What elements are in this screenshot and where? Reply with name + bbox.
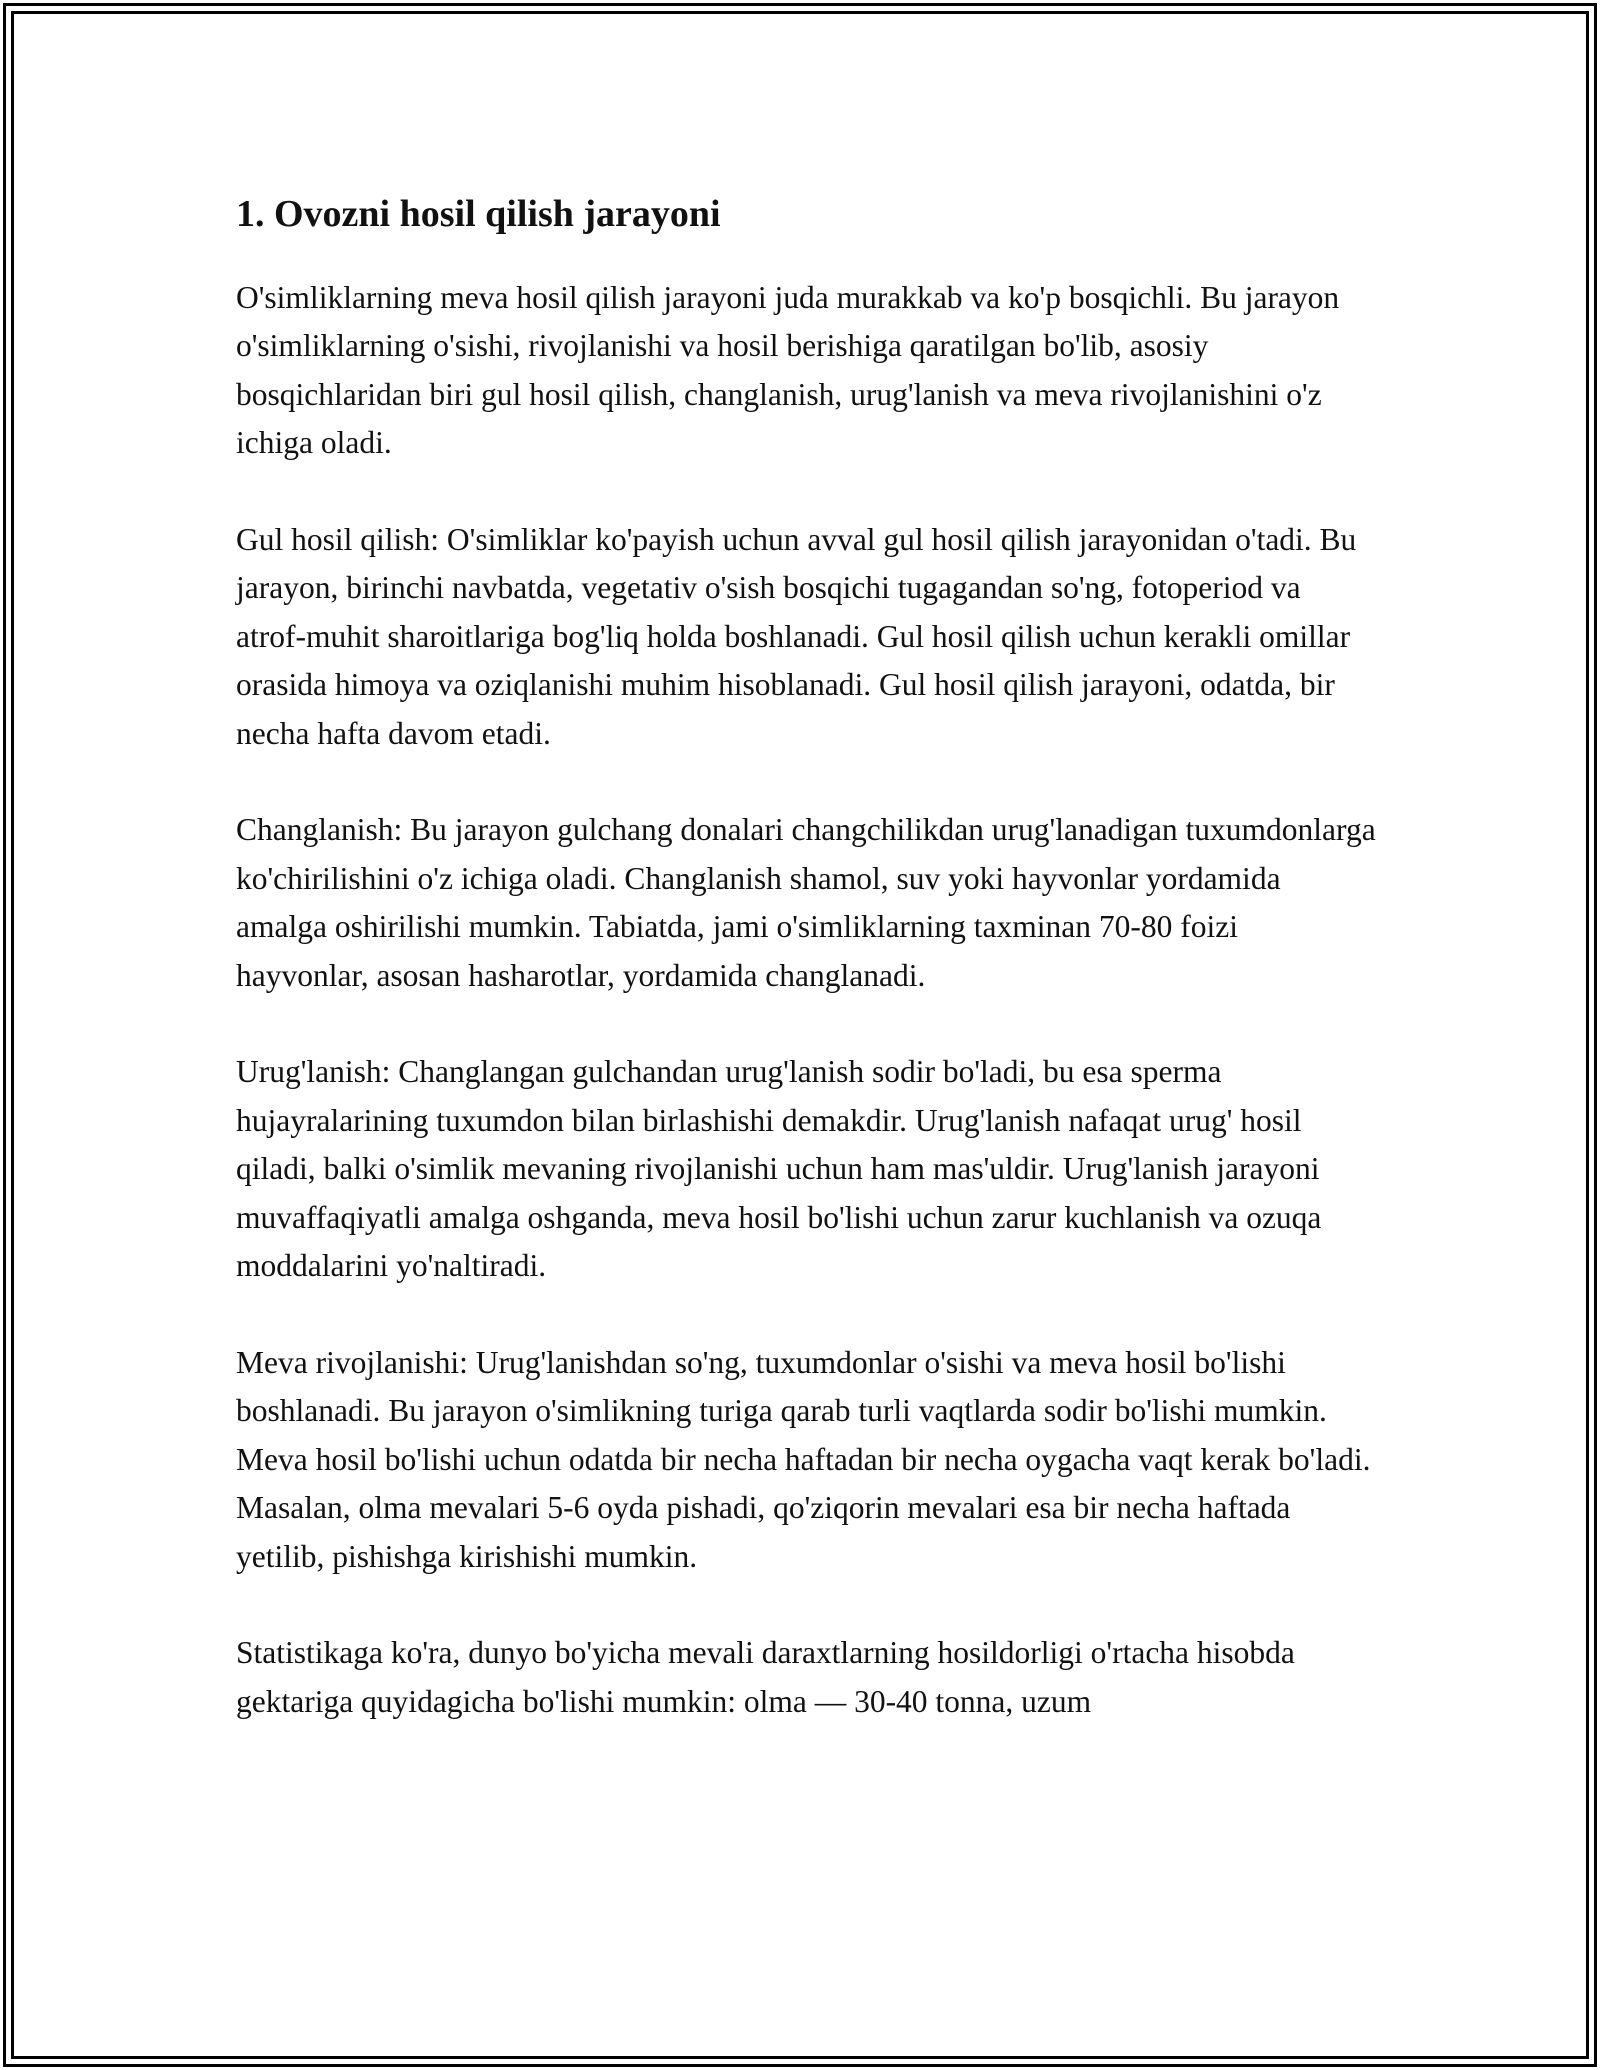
- paragraph-fertilization: Urug'lanish: Changlangan gulchandan urug'lanish sodir bo'ladi, bu esa sperma hujayralarining tuxumdon bilan birlashishi demakdir. Urug'lanish nafaqat urug' hosil qiladi, balki o'simlik mevaning rivojlanishi uchun ham mas'uldir. Urug'lanish jarayoni muvaffaqiyatli amalga oshganda, meva hosil bo'lishi uchun zarur kuchlanish va ozuqa moddalarini yo'naltiradi.: [236, 1054, 1322, 1284]
- document-page: [236, 186, 1376, 1775]
- paragraph-flower-formation: Gul hosil qilish: O'simliklar ko'payish uchun avval gul hosil qilish jarayonidan o'tadi. Bu jarayon, birinchi navbatda, vegetativ o'sish bosqichi tugagandan so'ng, fotoperiod va atrof-muhit sharoitlariga bog'liq holda boshlanadi. Gul hosil qilish uchun kerakli omillar orasida himoya va oziqlanishi muhim hisoblanadi. Gul hosil qilish jarayoni, odatda, bir necha hafta davom etadi.: [236, 522, 1357, 751]
- section-heading: 1. Ovozni hosil qilish jarayoni: [236, 193, 721, 235]
- paragraph-pollination: Changlanish: Bu jarayon gulchang donalari changchilikdan urug'lanadigan tuxumdonlarga ko'chirilishini o'z ichiga oladi. Changlanish shamol, suv yoki hayvonlar yordamida amalga oshirilishi mumkin. Tabiatda, jami o'simliklarning taxminan 70-80 foizi hayvonlar, asosan hasharotlar, yordamida changlanadi.: [236, 812, 1376, 993]
- paragraph-intro: O'simliklarning meva hosil qilish jarayoni juda murakkab va ko'p bosqichli. Bu jarayon o'simliklarning o'sishi, rivojlanishi va hosil berishiga qaratilgan bo'lib, asosiy bosqichlaridan biri gul hosil qilish, changlanish, urug'lanish va meva rivojlanishini o'z ichiga oladi.: [236, 280, 1340, 461]
- paragraph-statistics: Statistikaga ko'ra, dunyo bo'yicha mevali daraxtlarning hosildorligi o'rtacha hisobda gektariga quyidagicha bo'lishi mumkin: olma — 30-40 tonna, uzum: [236, 1635, 1295, 1719]
- paragraph-fruit-development: Meva rivojlanishi: Urug'lanishdan so'ng, tuxumdonlar o'sishi va meva hosil bo'lishi boshlanadi. Bu jarayon o'simlikning turiga qarab turli vaqtlarda sodir bo'lishi mumkin. Meva hosil bo'lishi uchun odatda bir necha haftadan bir necha oygacha vaqt kerak bo'ladi. Masalan, olma mevalari 5-6 oyda pishadi, qo'ziqorin mevalari esa bir necha haftada yetilib, pishishga kirishishi mumkin.: [236, 1344, 1371, 1574]
